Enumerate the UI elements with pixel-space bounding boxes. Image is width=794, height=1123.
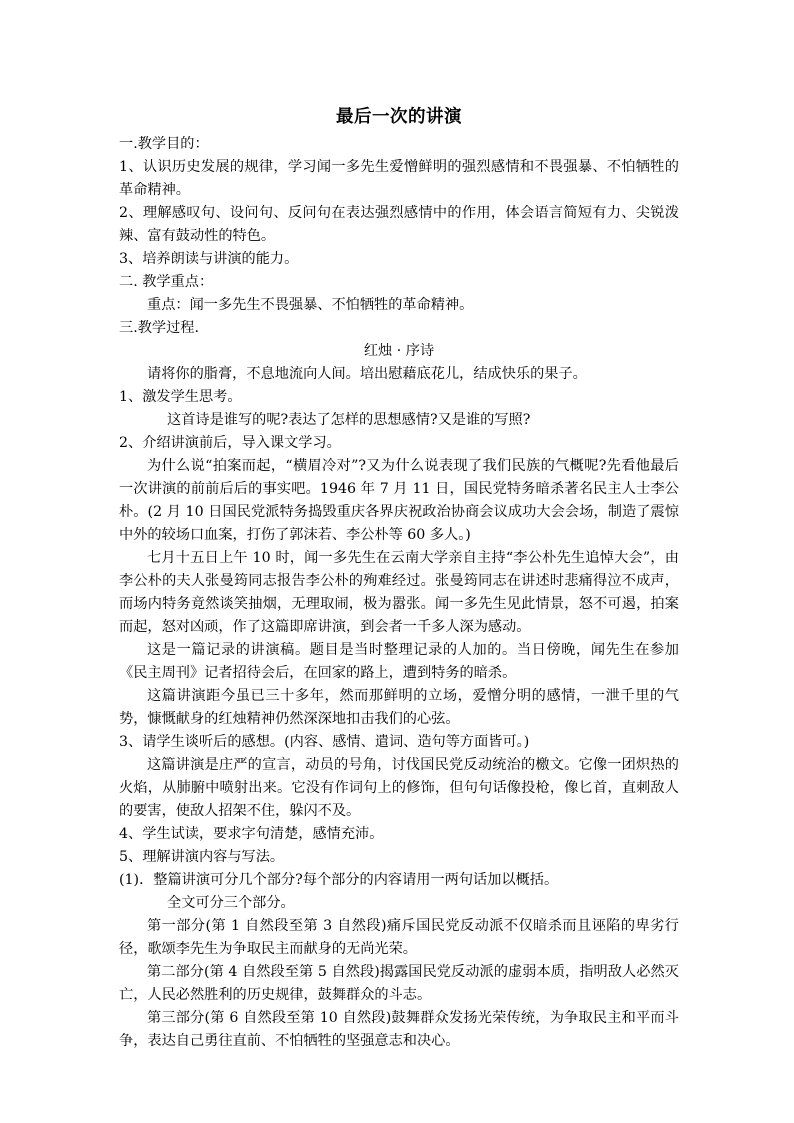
step-5: 5、理解讲演内容与写法。 bbox=[119, 849, 285, 865]
objective-1: 1、认识历史发展的规律，学习闻一多先生爱憎鲜明的强烈感情和不畏强暴、不怕牺牲的革命精神。 bbox=[119, 159, 679, 198]
sub-question-1: (1)．整篇讲演可分几个部分?每个部分的内容请用一两句话加以概括。 bbox=[119, 872, 559, 888]
part-1: 第一部分(第 1 自然段至第 3 自然段)痛斥国民党反动派不仅暗杀而且诬陷的卑劣行径，歌颂李先生为争取民主而献身的无尚光荣。 bbox=[119, 918, 679, 957]
paragraph-declaration: 这篇讲演是庄严的宣言，动员的号角，讨伐国民党反动统治的檄文。它像一团炽热的火焰，从肺腑中喷射出来。它没有作词句上的修饰，但句句话像投枪，像匕首，直刺敌人的要害，使敌人招架不住，躲闪不及。 bbox=[119, 757, 679, 819]
key-points-heading: 二. 教学重点： bbox=[119, 274, 214, 290]
part-2: 第二部分(第 4 自然段至第 5 自然段)揭露国民党反动派的虚弱本质，指明敌人必然灭亡，人民必然胜利的历史规律，鼓舞群众的斗志。 bbox=[119, 964, 679, 1003]
objective-3: 3、培养朗读与讲演的能力。 bbox=[119, 251, 299, 267]
step-1-question: 这首诗是谁写的呢?表达了怎样的思想感情?又是谁的写照? bbox=[167, 412, 531, 428]
paragraph-thirty-years: 这篇讲演距今虽已三十多年，然而那鲜明的立场，爱憎分明的感情，一泄千里的气势，慷慨献身的红烛精神仍然深深地扣击我们的心弦。 bbox=[119, 688, 679, 727]
process-heading: 三.教学过程. bbox=[119, 320, 199, 336]
poem-text: 请将你的脂膏，不息地流向人间。培出慰藉底花儿，结成快乐的果子。 bbox=[147, 366, 587, 382]
paragraph-record: 这是一篇记录的讲演稿。题目是当时整理记录的人加的。当日傍晚，闻先生在参加《民主周刊》记者招待会后，在回家的路上，遭到特务的暗杀。 bbox=[119, 642, 679, 681]
key-point: 重点：闻一多先生不畏强暴、不怕牺牲的革命精神。 bbox=[147, 297, 474, 313]
part-3: 第三部分(第 6 自然段至第 10 自然段)鼓舞群众发扬光荣传统，为争取民主和平而斗争，表达自己勇往直前、不怕牺牲的坚强意志和决心。 bbox=[119, 1010, 679, 1049]
step-1: 1、激发学生思考。 bbox=[119, 389, 242, 405]
paragraph-why: 为什么说“拍案而起，“横眉冷对”?又为什么说表现了我们民族的气概呢?先看他最后一次讲演的前前后后的事实吧。1946 年 7 月 11 日，国民党特务暗杀著名民主人士李公朴。(2 月 10 日国民党派特务捣毁重庆各界庆祝政治协商会议成功大会会场，制造了震惊中外的较场口血案，打伤了郭沫若、李公朴等 60 多人。) bbox=[119, 458, 679, 543]
objectives-heading: 一.教学目的： bbox=[119, 136, 209, 152]
step-2: 2、介绍讲演前后，导入课文学习。 bbox=[119, 435, 341, 451]
poem-title: 红烛 · 序诗 bbox=[363, 343, 435, 359]
sub-question-1-answer: 全文可分三个部分。 bbox=[167, 895, 295, 911]
paragraph-july15: 七月十五日上午 10 时，闻一多先生在云南大学亲自主持“李公朴先生追悼大会”，由李公朴的夫人张曼筠同志报告李公朴的殉难经过。张曼筠同志在讲述时悲痛得泣不成声，而场内特务竟然谈笑抽烟，无理取闹，极为嚣张。闻一多先生见此情景，怒不可遏，拍案而起，怒对凶顽，作了这篇即席讲演，到会者一千多人深为感动。 bbox=[119, 550, 679, 635]
document-title: 最后一次的讲演 bbox=[336, 107, 462, 127]
document-body bbox=[119, 103, 679, 1053]
step-4: 4、学生试读，要求字句清楚，感情充沛。 bbox=[119, 826, 384, 842]
step-3: 3、请学生谈听后的感想。(内容、感情、遣词、造句等方面皆可。) bbox=[119, 734, 530, 750]
objective-2: 2、理解感叹句、设问句、反问句在表达强烈感情中的作用，体会语言简短有力、尖锐泼辣、富有鼓动性的特色。 bbox=[119, 205, 679, 244]
